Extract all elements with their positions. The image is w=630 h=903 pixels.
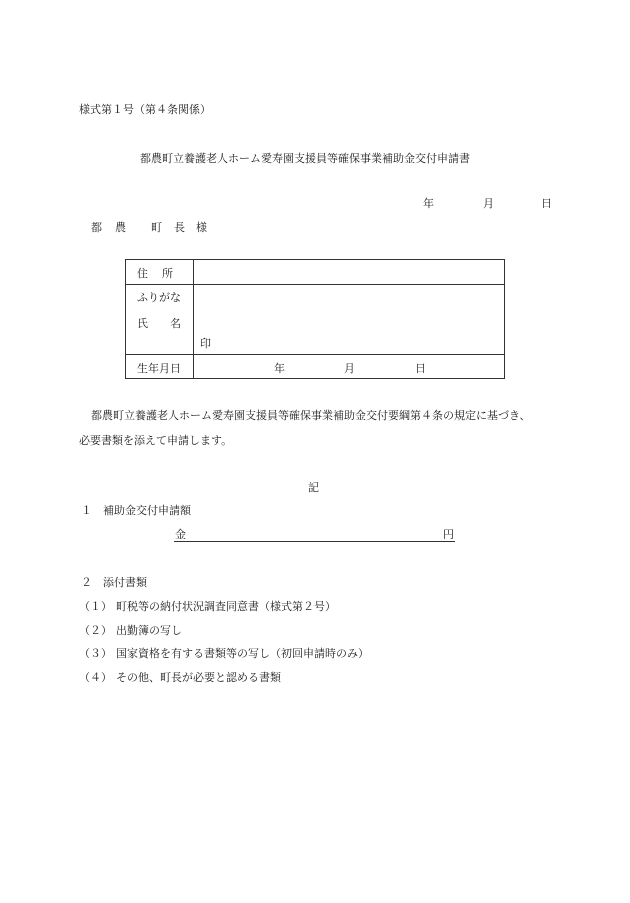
birth-year-label: 年 <box>274 362 285 375</box>
birthdate-field[interactable] <box>194 355 505 379</box>
list-item-text: 出勤簿の写し <box>116 624 182 637</box>
list-item <box>79 669 281 685</box>
name-label-char: 氏 <box>137 317 148 330</box>
list-item-number: （４） <box>79 671 112 684</box>
furigana-label: ふりがな <box>137 291 181 304</box>
addressee-char: 様 <box>196 221 207 234</box>
addressee-char: 都 <box>91 221 102 234</box>
birth-month-label: 月 <box>344 362 355 375</box>
birthdate-label-cell <box>126 355 194 379</box>
amount-suffix: 円 <box>443 528 454 541</box>
amount-prefix: 金 <box>175 528 186 541</box>
list-item-text: その他、町長が必要と認める書類 <box>116 671 281 684</box>
name-row <box>126 285 505 355</box>
body-text-line-1: 都農町立養護老人ホーム愛寿園支援員等確保事業補助金交付要綱第４条の規定に基づき、 <box>91 409 531 422</box>
name-label-cell <box>126 285 194 355</box>
section2-number: ２ <box>81 576 92 589</box>
seal-mark: 印 <box>200 337 211 350</box>
list-item-text: 町税等の納付状況調査同意書（様式第２号） <box>116 600 336 613</box>
address-field[interactable] <box>194 260 505 285</box>
date-day-label: 日 <box>541 197 552 210</box>
section2-heading: 添付書類 <box>103 576 147 589</box>
list-item-number: （１） <box>79 600 112 613</box>
date-year-label: 年 <box>423 197 434 210</box>
ki-heading: 記 <box>308 481 319 494</box>
amount-line <box>174 526 455 542</box>
address-label-char: 住 <box>137 267 148 280</box>
address-label-char: 所 <box>162 267 173 280</box>
addressee-char: 長 <box>174 221 185 234</box>
list-item <box>79 598 336 614</box>
form-number: 様式第１号（第４条関係） <box>79 103 211 116</box>
date-month-label: 月 <box>483 197 494 210</box>
address-row <box>126 260 505 285</box>
birthdate-label: 生年月日 <box>137 362 181 375</box>
section1-heading: 補助金交付申請額 <box>103 504 191 517</box>
list-item <box>79 622 182 638</box>
name-label-char: 名 <box>170 317 181 330</box>
birthdate-row <box>126 355 505 379</box>
address-label-cell <box>126 260 194 285</box>
list-item <box>79 645 369 661</box>
list-item-text: 国家資格を有する書類等の写し（初回申請時のみ） <box>116 647 369 660</box>
birth-day-label: 日 <box>415 362 426 375</box>
list-item-number: （３） <box>79 647 112 660</box>
addressee-char: 町 <box>151 221 162 234</box>
name-field[interactable] <box>194 285 505 355</box>
section1-number: １ <box>81 504 92 517</box>
list-item-number: （２） <box>79 624 112 637</box>
applicant-table <box>125 259 505 379</box>
document-title: 都農町立養護老人ホーム愛寿園支援員等確保事業補助金交付申請書 <box>140 152 470 165</box>
body-text-line-2: 必要書類を添えて申請します。 <box>79 434 233 447</box>
addressee-char: 農 <box>115 221 126 234</box>
